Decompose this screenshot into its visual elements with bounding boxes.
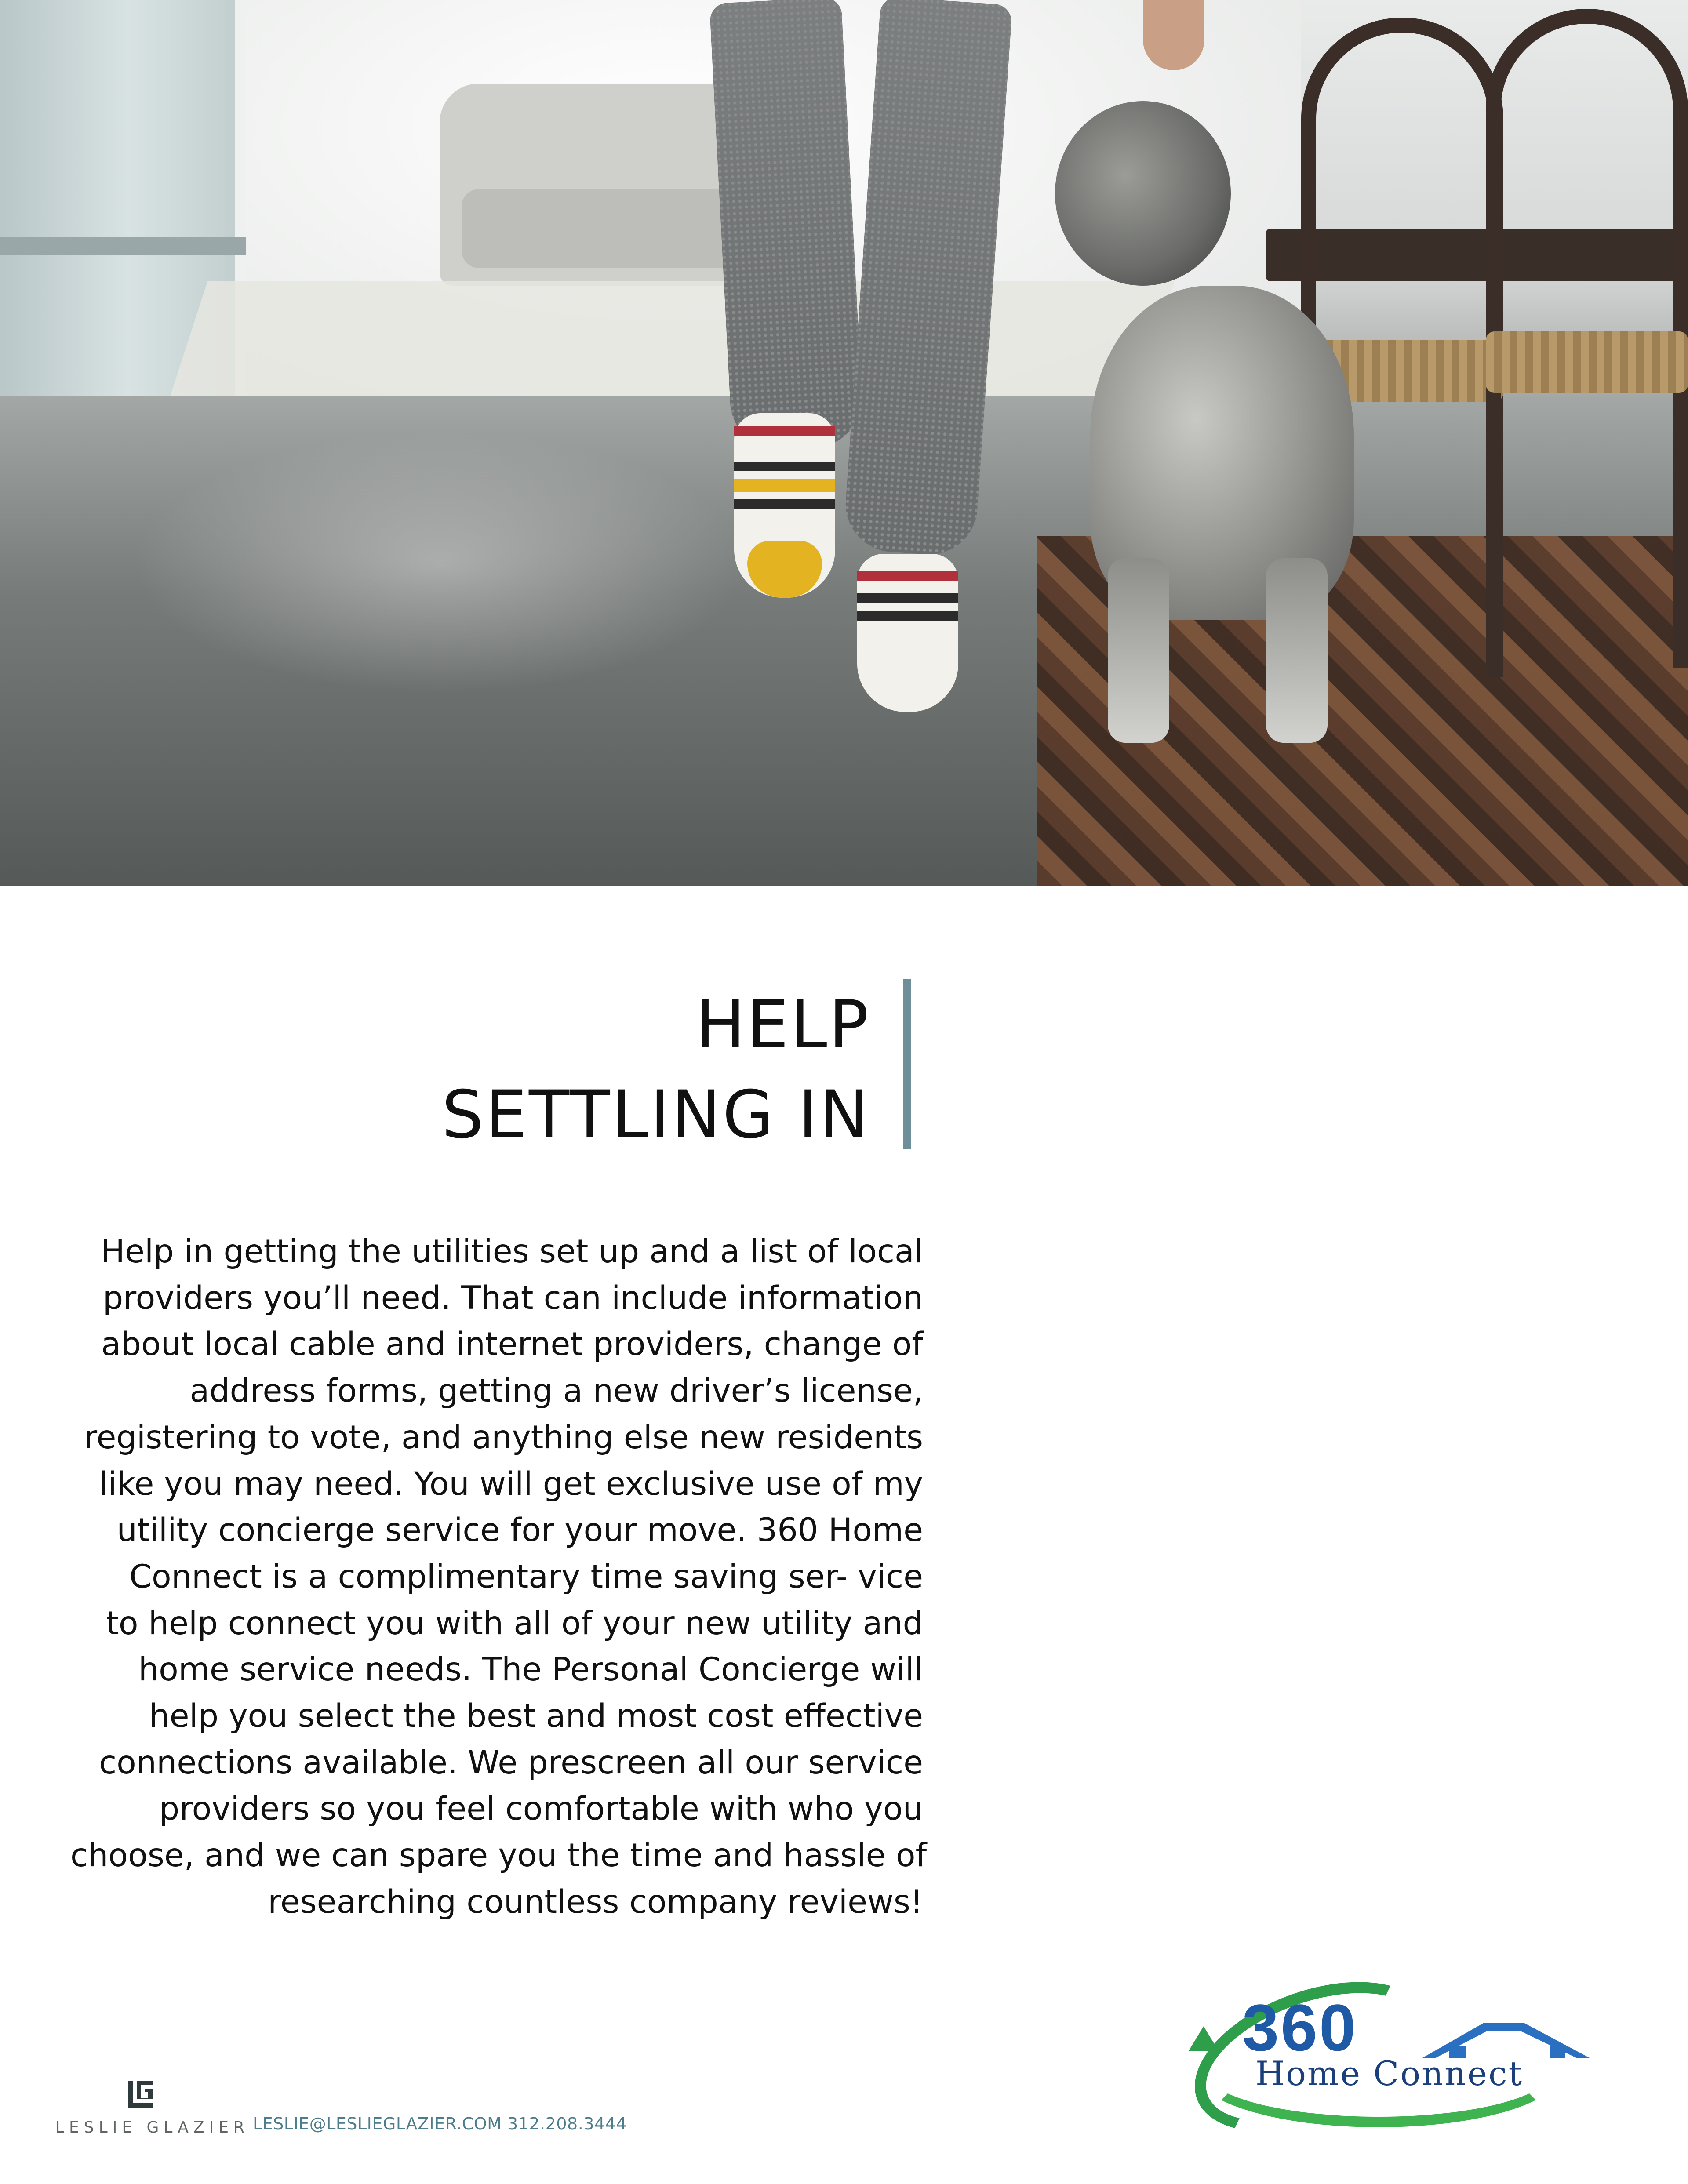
- body-line: researching countless company reviews!: [268, 1883, 923, 1921]
- body-paragraph: [70, 1228, 927, 1926]
- hero-person-legs: [712, 0, 1064, 571]
- body-line: help you select the best and most cost effective: [149, 1697, 923, 1735]
- body-line: Connect is a complimentary time saving ser- vice: [129, 1558, 923, 1595]
- page-title: [308, 980, 870, 1160]
- hero-photo: [0, 0, 1688, 886]
- body-line: about local cable and internet providers, change of: [101, 1326, 923, 1363]
- footer-brand-name: LESLIE GLAZIER: [55, 2119, 249, 2137]
- hero-sofa: [440, 84, 747, 286]
- body-line: utility concierge service for your move. 360 Home: [116, 1512, 923, 1549]
- body-line: like you may need. You will get exclusive use of my: [99, 1465, 923, 1503]
- logo-arrow-icon: [1189, 2026, 1219, 2051]
- body-line: providers you’ll need. That can include information: [102, 1279, 923, 1317]
- partner-logo-number: 360: [1242, 1991, 1358, 2064]
- hero-hand: [1143, 0, 1204, 70]
- body-line: providers so you feel comfortable with who you: [159, 1790, 923, 1828]
- title-accent-rule: [903, 979, 911, 1149]
- body-line: Help in getting the utilities set up and a list of local: [101, 1233, 923, 1270]
- partner-logo-tagline: Home Connect: [1255, 2054, 1524, 2093]
- body-line: choose, and we can spare you the time and hassle of: [70, 1837, 927, 1875]
- brand-logo-icon: [126, 2079, 154, 2110]
- hero-chair: [1486, 9, 1688, 668]
- page-title-line-2: SETTLING IN: [442, 1077, 870, 1153]
- body-line: to help connect you with all of your new utility and: [106, 1604, 923, 1642]
- footer-contact: LESLIE@LESLIEGLAZIER.COM 312.208.3444: [253, 2114, 627, 2133]
- hero-sock: [857, 554, 958, 712]
- partner-logo-360-home-connect: [1176, 1987, 1616, 2129]
- body-line: connections available. We prescreen all our service: [98, 1744, 923, 1781]
- hero-dog: [1037, 101, 1389, 743]
- body-line: registering to vote, and anything else new residents: [84, 1418, 923, 1456]
- body-line: home service needs. The Personal Concierge will: [138, 1651, 923, 1689]
- page-title-line-1: HELP: [695, 987, 870, 1063]
- body-line: address forms, getting a new driver’s license,: [189, 1372, 923, 1410]
- hero-sock: [734, 413, 835, 598]
